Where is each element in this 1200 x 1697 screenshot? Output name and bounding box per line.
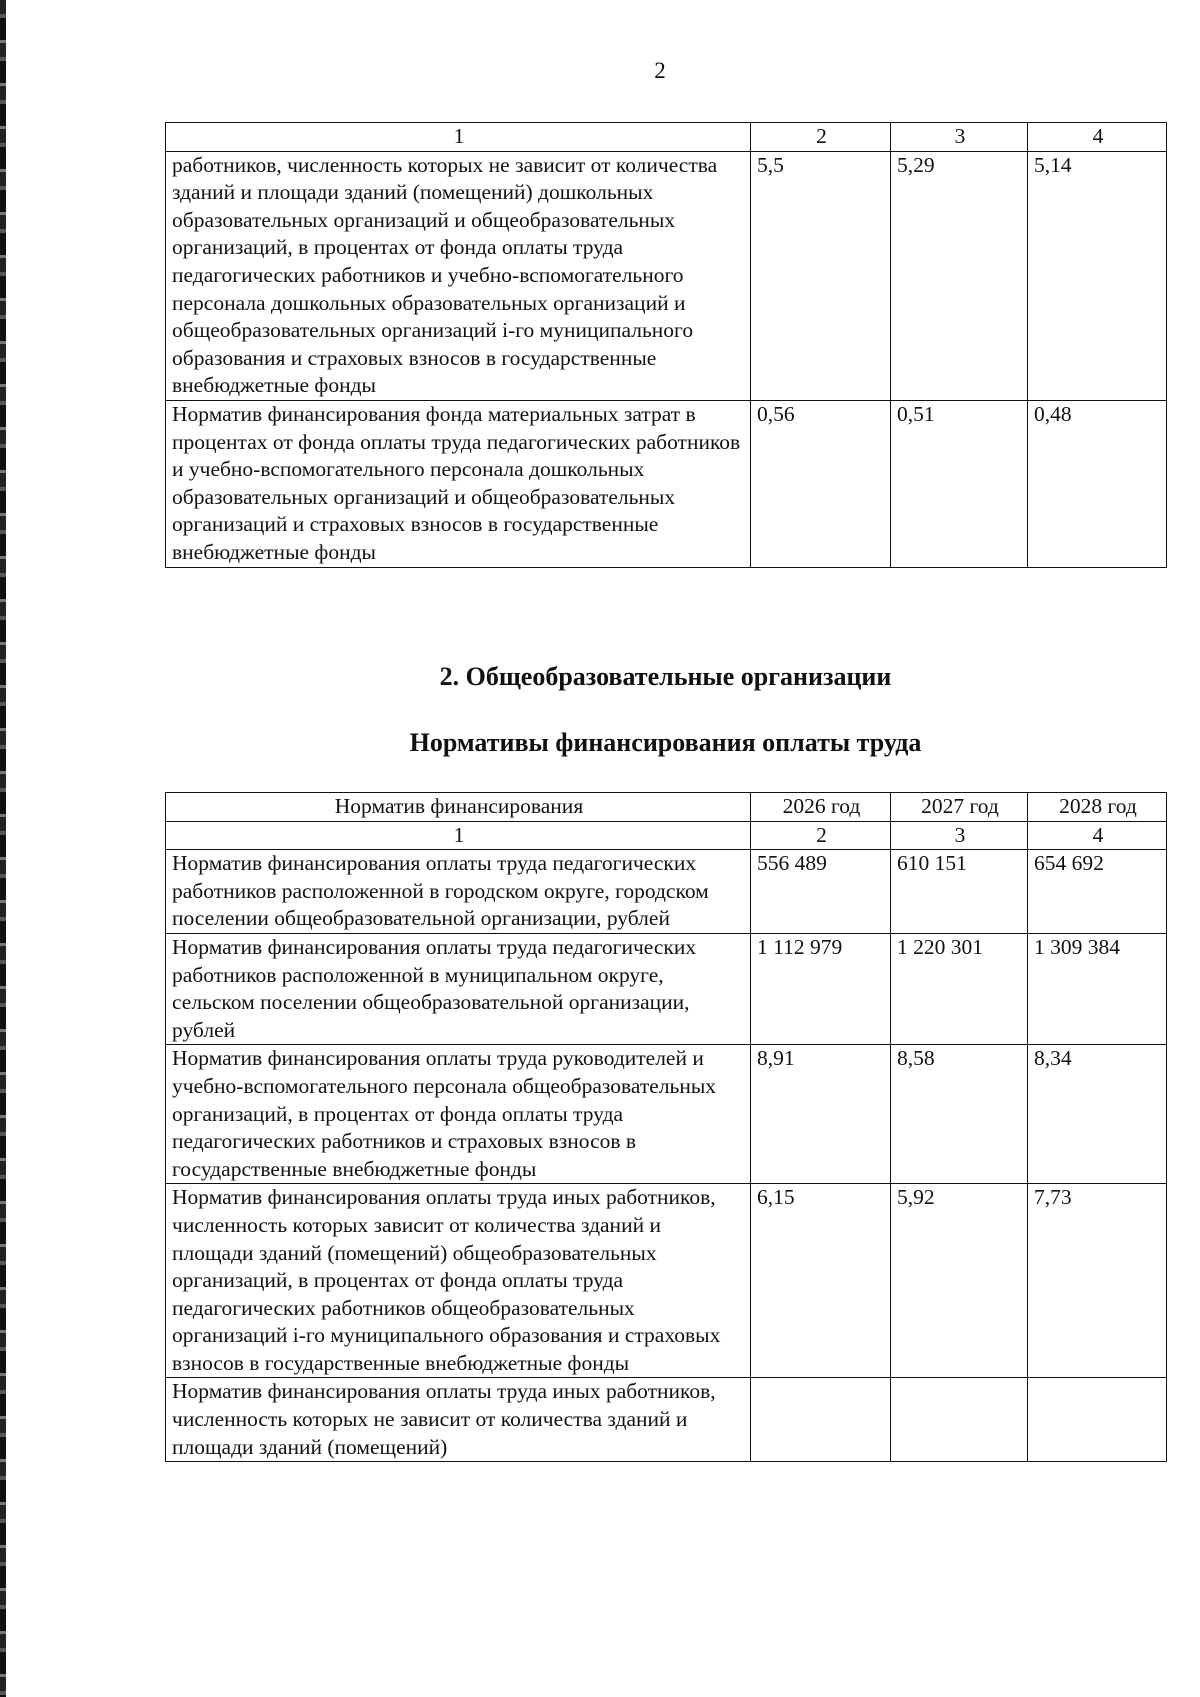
column-number: 4	[1028, 123, 1167, 152]
value-2028: 5,14	[1028, 151, 1167, 400]
norm-description: Норматив финансирования оплаты труда иных работников, численность которых не зависит от количества зданий и площади зданий (помещений)	[166, 1378, 751, 1462]
norm-description: Норматив финансирования оплаты труда педагогических работников расположенной в муниципальном округе, сельском поселении общеобразовательной организации, рублей	[166, 933, 751, 1044]
table-row	[166, 1184, 1167, 1378]
value-2028: 1 309 384	[1028, 933, 1167, 1044]
value-2027: 0,51	[891, 400, 1028, 567]
value-2027	[891, 1378, 1028, 1462]
norm-description: Норматив финансирования оплаты труда иных работников, численность которых зависит от количества зданий и площади зданий (помещений) общеобразовательных организаций, в процентах от фонда оплаты труда педагогических работников общеобразовательных организаций i-го муниципального образования и страховых взносов в государственные внебюджетные фонды	[166, 1184, 751, 1378]
scan-edge	[0, 0, 6, 1697]
value-2027: 5,29	[891, 151, 1028, 400]
value-2027: 610 151	[891, 850, 1028, 934]
norm-description: Норматив финансирования фонда материальных затрат в процентах от фонда оплаты труда педагогических работников и учебно-вспомогательного персонала дошкольных образовательных организаций и общеобразовательных организаций и страховых взносов в государственные внебюджетные фонды	[166, 400, 751, 567]
norm-description: Норматив финансирования оплаты труда руководителей и учебно-вспомогательного персонала общеобразовательных организаций, в процентах от фонда оплаты труда педагогических работников и страховых взносов в государственные внебюджетные фонды	[166, 1045, 751, 1184]
table-labor-norms	[165, 792, 1167, 1462]
column-header-norm: Норматив финансирования	[166, 793, 751, 822]
column-number: 3	[891, 123, 1028, 152]
value-2026: 8,91	[751, 1045, 891, 1184]
column-number: 3	[891, 821, 1028, 850]
column-header-2028: 2028 год	[1028, 793, 1167, 822]
column-number: 2	[751, 821, 891, 850]
column-number: 1	[166, 123, 751, 152]
column-header-2027: 2027 год	[891, 793, 1028, 822]
column-number: 4	[1028, 821, 1167, 850]
value-2028: 0,48	[1028, 400, 1167, 567]
value-2028: 8,34	[1028, 1045, 1167, 1184]
table-norms-continued	[165, 122, 1167, 568]
table-row	[166, 850, 1167, 934]
value-2026: 5,5	[751, 151, 891, 400]
column-number: 1	[166, 821, 751, 850]
value-2027: 5,92	[891, 1184, 1028, 1378]
page-number: 2	[654, 58, 666, 83]
table-row	[166, 1378, 1167, 1462]
value-2027: 8,58	[891, 1045, 1028, 1184]
column-number: 2	[751, 123, 891, 152]
table-row	[166, 1045, 1167, 1184]
value-2026: 0,56	[751, 400, 891, 567]
value-2028: 7,73	[1028, 1184, 1167, 1378]
table-number-row	[166, 821, 1167, 850]
value-2028	[1028, 1378, 1167, 1462]
value-2027: 1 220 301	[891, 933, 1028, 1044]
table-row	[166, 400, 1167, 567]
value-2026: 6,15	[751, 1184, 891, 1378]
section-title: 2. Общеобразовательные организации	[439, 662, 892, 691]
norm-description: Норматив финансирования оплаты труда педагогических работников расположенной в городском округе, городском поселении общеобразовательной организации, рублей	[166, 850, 751, 934]
value-2028: 654 692	[1028, 850, 1167, 934]
subsection-title: Нормативы финансирования оплаты труда	[409, 728, 922, 757]
table-header-row	[166, 123, 1167, 152]
value-2026: 556 489	[751, 850, 891, 934]
value-2026	[751, 1378, 891, 1462]
table-row	[166, 151, 1167, 400]
table-row	[166, 933, 1167, 1044]
table-header-row	[166, 793, 1167, 822]
norm-description: работников, численность которых не зависит от количества зданий и площади зданий (помещений) дошкольных образовательных организаций и общеобразовательных организаций, в процентах от фонда оплаты труда педагогических работников и учебно-вспомогательного персонала дошкольных образовательных организаций и общеобразовательных организаций i-го муниципального образования и страховых взносов в государственные внебюджетные фонды	[166, 151, 751, 400]
value-2026: 1 112 979	[751, 933, 891, 1044]
column-header-2026: 2026 год	[751, 793, 891, 822]
